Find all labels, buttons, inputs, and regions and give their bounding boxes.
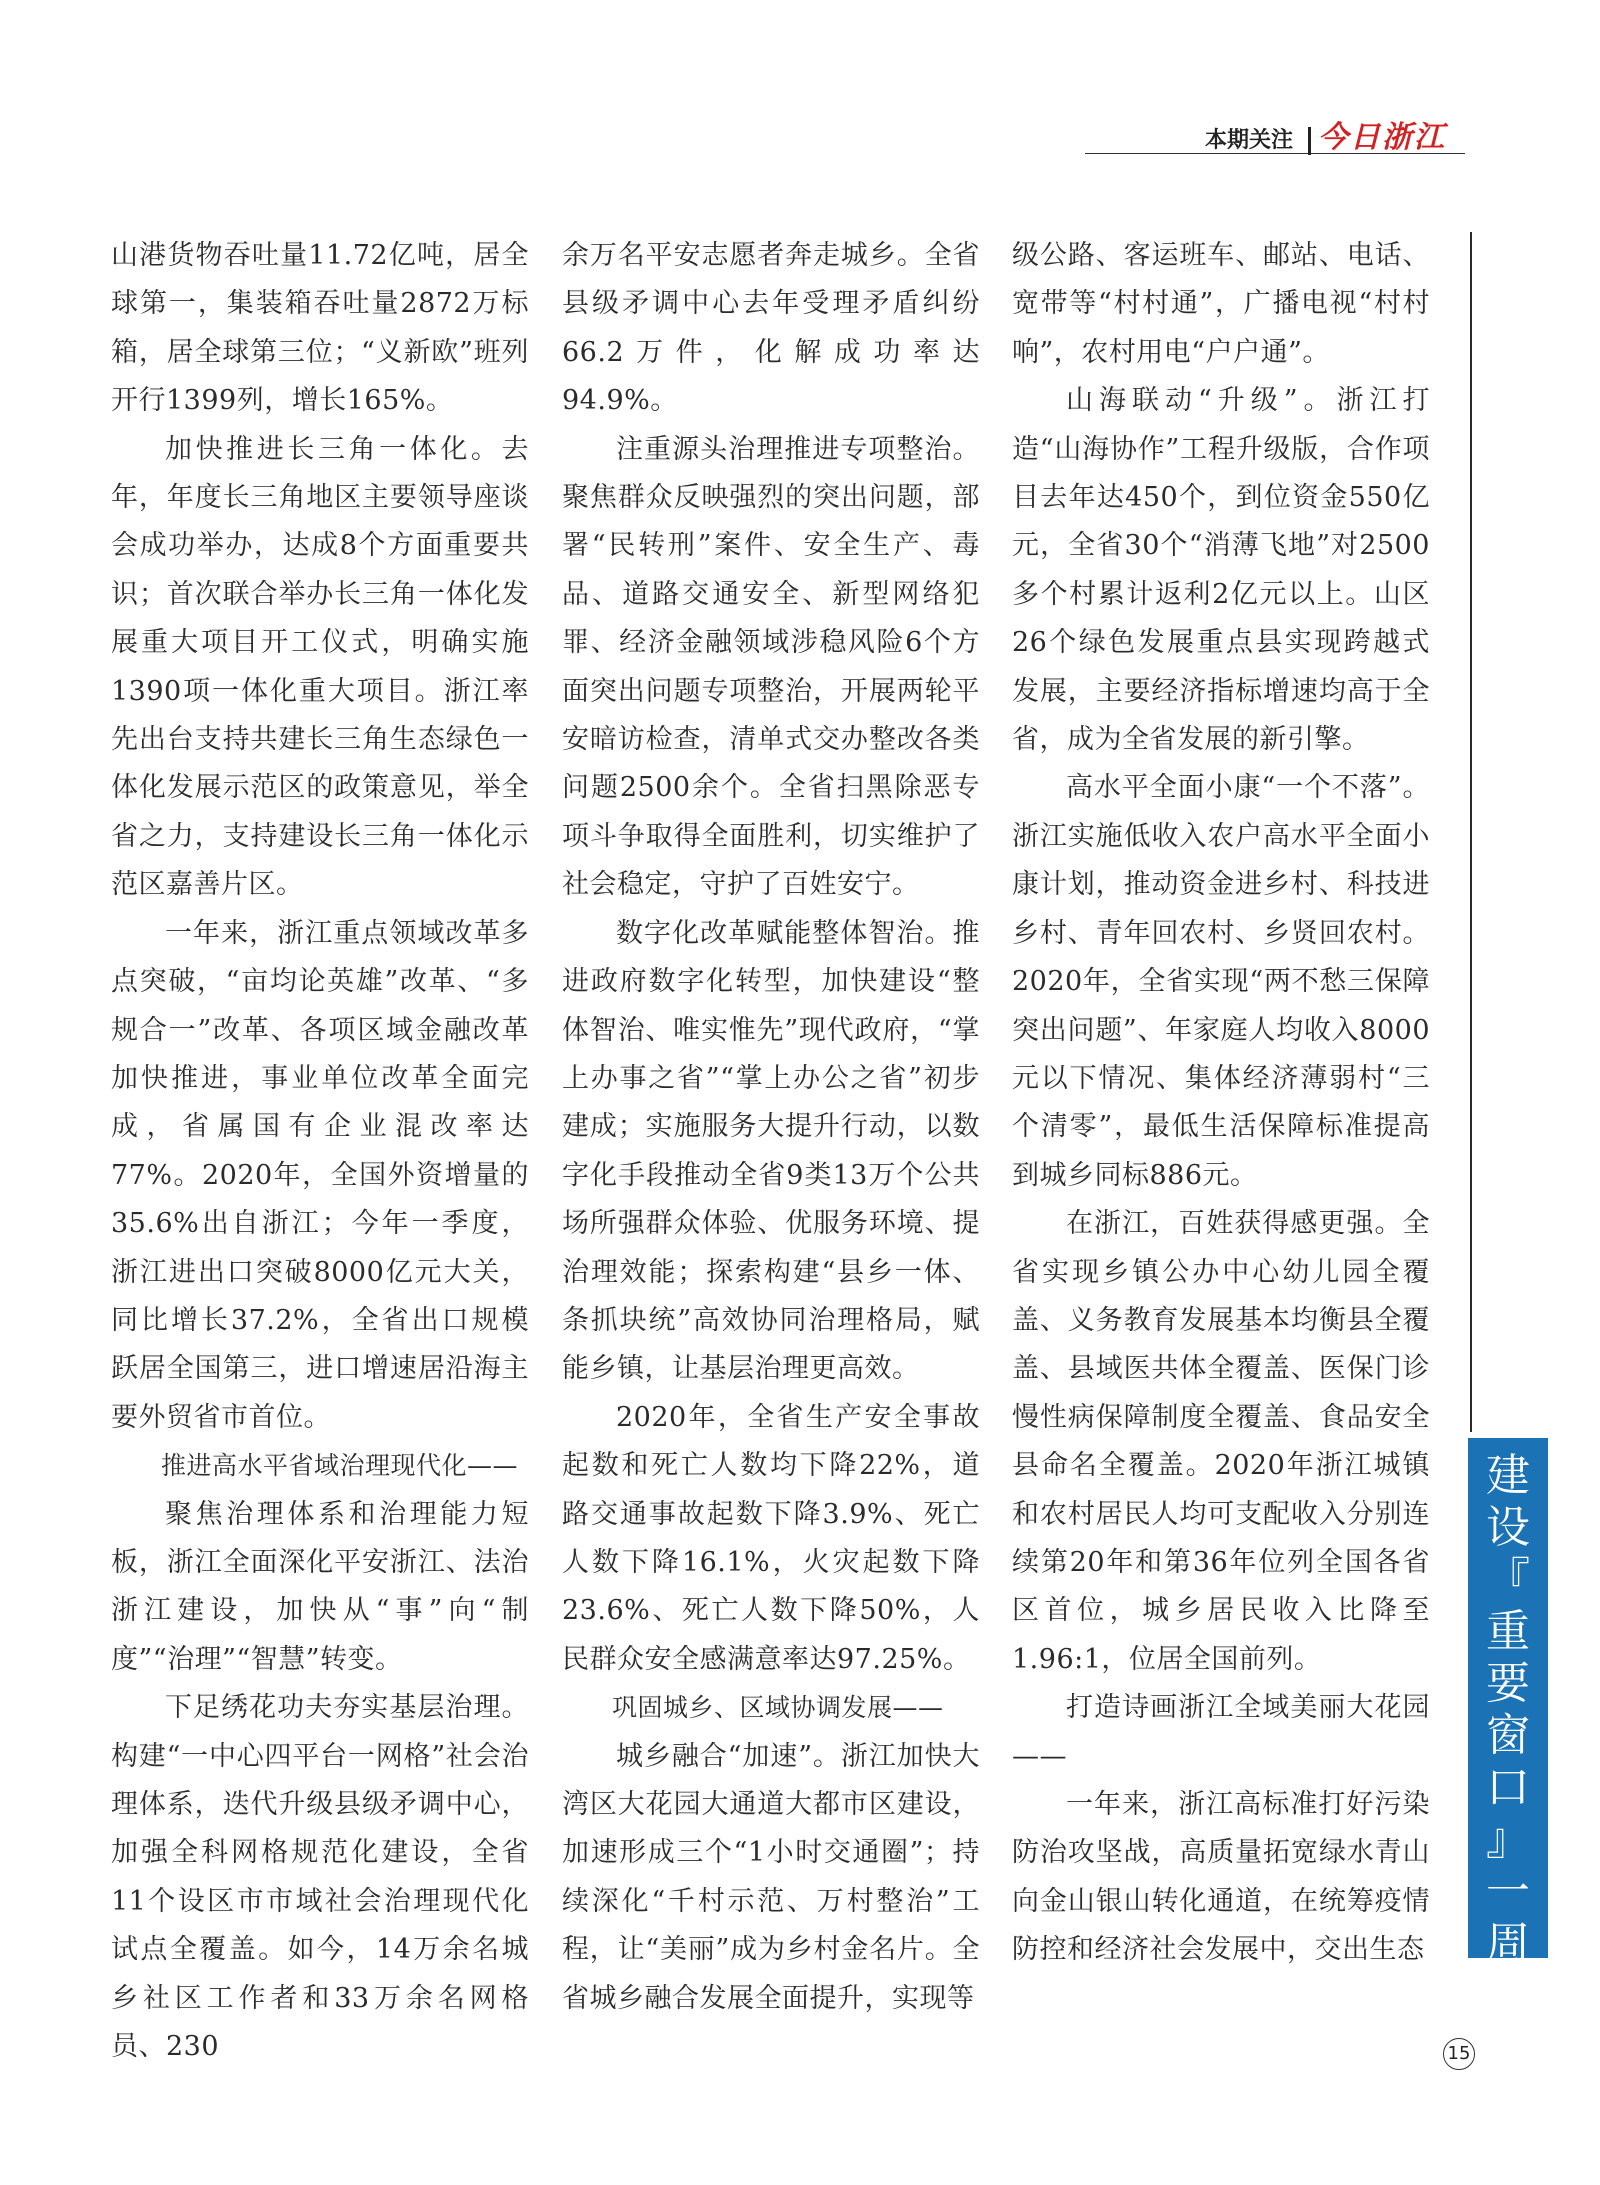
section-heading: 巩固城乡、区域协调发展—— (612, 1693, 944, 1723)
sidebar-char: 建 (1486, 1450, 1530, 1501)
paragraph: 高水平全面小康“一个不落”。浙江实施低收入农户高水平全面小康计划，推动资金进乡村、科技进乡村、青年回农村、乡贤回农村。2020年，全省实现“两不愁三保障突出问题”、年家庭人均收入8000元以下情况、集体经济薄弱村“三个清零”，最低生活保障标准提高到城乡同标886元。 (1012, 772, 1430, 1191)
section-label: 本期关注 (1205, 128, 1294, 153)
paragraph: 下足绣花功夫夯实基层治理。构建“一中心四平台一网格”社会治理体系，迭代升级县级矛调中心，加强全科网格规范化建设，全省11个设区市市域社会治理现代化试点全覆盖。如今，14万余名城乡社区工作者和33万余名网格员、230 (111, 1692, 529, 2063)
text-column-1 (111, 232, 529, 2063)
series-title-sidebar (1468, 1438, 1548, 2021)
paragraph: 城乡融合“加速”。浙江加快大湾区大花园大通道大都市区建设，加速形成三个“1小时交通圈”；持续深化“千村示范、万村整治”工程，让“美丽”成为乡村金名片。全省城乡融合发展全面提升，实现等 (562, 1740, 980, 2014)
paragraph: 注重源头治理推进专项整治。聚焦群众反映强烈的突出问题，部署“民转刑”案件、安全生产、毒品、道路交通安全、新型网络犯罪、经济金融领域涉稳风险6个方面突出问题专项整治，开展两轮平安暗访检查，清单式交办整改各类问题2500余个。全省扫黑除恶专项斗争取得全面胜利，切实维护了社会稳定，守护了百姓安宁。 (562, 433, 980, 901)
text-column-3 (1012, 232, 1430, 1992)
margin-rule (1470, 232, 1472, 1432)
paragraph: 2020年，全省生产安全事故起数和死亡人数均下降22%，道路交通事故起数下降3.9%、死亡人数下降16.1%，火灾起数下降23.6%、死亡人数下降50%，人民群众安全感满意率达97.25%。 (562, 1401, 980, 1675)
paragraph: 余万名平安志愿者奔走城乡。全省县级矛调中心去年受理矛盾纠纷66.2万件，化解成功率达94.9%。 (562, 240, 980, 417)
sidebar-char: 重 (1486, 1606, 1530, 1657)
sidebar-char: 』 (1486, 1814, 1530, 1865)
paragraph: 山港货物吞吐量11.72亿吨，居全球第一，集装箱吞吐量2872万标箱，居全球第三位；“义新欧”班列开行1399列，增长165%。 (111, 240, 529, 417)
sidebar-char: 口 (1486, 1762, 1530, 1813)
header-divider (1308, 127, 1311, 155)
sidebar-char: 一 (1486, 1866, 1530, 1917)
section-heading: 打造诗画浙江全域美丽大花园—— (1012, 1692, 1430, 1772)
sidebar-char: 要 (1486, 1658, 1530, 1709)
paragraph: 在浙江，百姓获得感更强。全省实现乡镇公办中心幼儿园全覆盖、义务教育发展基本均衡县全覆盖、县域医共体全覆盖、医保门诊慢性病保障制度全覆盖、食品安全县命名全覆盖。2020年浙江城镇和农村居民人均可支配收入分别连续第20年和第36年位列全国各省区首位，城乡居民收入比降至1.96:1，位居全国前列。 (1012, 1208, 1430, 1675)
sidebar-char: 『 (1486, 1554, 1530, 1605)
paragraph: 一年来，浙江高标准打好污染防治攻坚战，高质量拓宽绿水青山向金山银山转化通道，在统筹疫情防控和经济社会发展中，交出生态 (1012, 1789, 1430, 1966)
magazine-logo: 今日浙江 (1318, 120, 1446, 155)
text-column-2 (562, 232, 980, 2014)
paragraph: 一年来，浙江重点领域改革多点突破，“亩均论英雄”改革、“多规合一”改革、各项区域金融改革加快推进，事业单位改革全面完成，省属国有企业混改率达77%。2020年，全国外资增量的35.6%出自浙江；今年一季度，浙江进出口突破8000亿元大关，同比增长37.2%，全省出口规模跃居全国第三，进口增速居沿海主要外贸省市首位。 (111, 917, 529, 1433)
sidebar-char: 周 (1486, 1918, 1530, 1969)
paragraph: 聚焦治理体系和治理能力短板，浙江全面深化平安浙江、法治浙江建设，加快从“事”向“制度”“治理”“智慧”转变。 (111, 1498, 529, 1675)
paragraph: 山海联动“升级”。浙江打造“山海协作”工程升级版，合作项目去年达450个，到位资金550亿元，全省30个“消薄飞地”对2500多个村累计返利2亿元以上。山区26个绿色发展重点县实现跨越式发展，主要经济指标增速均高于全省，成为全省发展的新引擎。 (1012, 385, 1430, 756)
paragraph: 加快推进长三角一体化。去年，年度长三角地区主要领导座谈会成功举办，达成8个方面重要共识；首次联合举办长三角一体化发展重大项目开工仪式，明确实施1390项一体化重大项目。浙江率先出台支持共建长三角生态绿色一体化发展示范区的政策意见，举全省之力，支持建设长三角一体化示范区嘉善片区。 (111, 433, 529, 901)
sidebar-char: 窗 (1486, 1710, 1530, 1761)
page-number: 15 (1443, 2038, 1475, 2070)
sidebar-char: 设 (1486, 1502, 1530, 1553)
paragraph: 数字化改革赋能整体智治。推进政府数字化转型，加快建设“整体智治、唯实惟先”现代政府，“掌上办事之省”“掌上办公之省”初步建成；实施服务大提升行动，以数字化手段推动全省9类13万个公共场所强群众体验、优服务环境、提治理效能；探索构建“县乡一体、条抓块统”高效协同治理格局，赋能乡镇，让基层治理更高效。 (562, 917, 980, 1385)
sidebar-char: 年 (1486, 1970, 1530, 2021)
section-heading: 推进高水平省域治理现代化—— (161, 1451, 519, 1481)
paragraph: 级公路、客运班车、邮站、电话、宽带等“村村通”，广播电视“村村响”，农村用电“户户通”。 (1012, 240, 1430, 368)
